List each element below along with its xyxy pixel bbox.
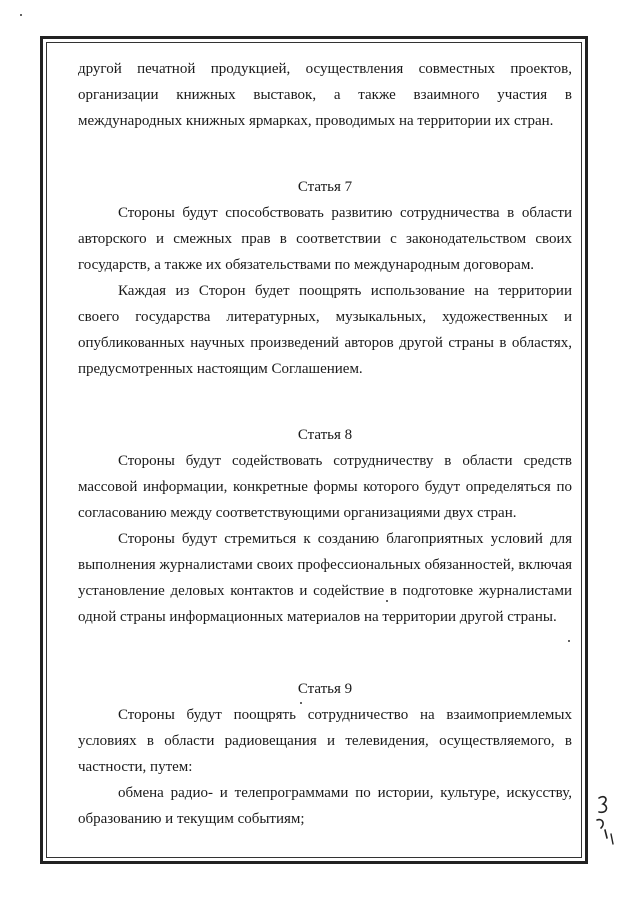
scan-speck	[386, 600, 388, 602]
article-9-title: Статья 9	[297, 681, 353, 697]
scan-speck	[568, 640, 570, 642]
article-8-paragraph-2: Стороны будут стремиться к созданию благоприятных условий для выполнения журналистами своих профессиональных обязанностей, включая установление деловых контактов и содействие в подготовке журналистами одной страны информационных материалов на территории другой страны.	[78, 531, 572, 625]
article-8-title: Статья 8	[297, 427, 353, 443]
article-8-paragraph-1: Стороны будут содействовать сотрудничеству в области средств массовой информации, конкретные формы которого будут определяться по согласованию между соответствующими организациями двух стран.	[78, 453, 572, 521]
article-7-paragraph-1: Стороны будут способствовать развитию сотрудничества в области авторского и смежных прав в соответствии с законодательством своих государств, а также их обязательствами по международным договорам.	[78, 205, 572, 273]
scan-speck	[20, 14, 22, 16]
article-7-title: Статья 7	[297, 179, 353, 195]
article-9-paragraph-2: обмена радио- и телепрограммами по истории, культуре, искусству, образованию и текущим событиям;	[78, 785, 572, 827]
article-7-paragraph-2: Каждая из Сторон будет поощрять использование на территории своего государства литературных, музыкальных, художественных и опубликованных научных произведений авторов другой страны в областях, предусмотренных настоящим Соглашением.	[78, 283, 572, 377]
document-body	[78, 56, 572, 832]
article-9-paragraph-1: Стороны будут поощрять сотрудничество на взаимоприемлемых условиях в области радиовещания и телевидения, осуществляемого, в частности, путем:	[78, 707, 572, 775]
intro-line-1: другой печатной продукцией, осуществления совместных проектов,	[78, 61, 572, 77]
scan-speck	[300, 702, 302, 704]
intro-line-2: организации книжных выставок, а также взаимного участия в	[78, 87, 572, 103]
handwritten-mark	[591, 790, 619, 850]
intro-line-3: международных книжных ярмарках, проводимых на территории их стран.	[78, 113, 554, 129]
